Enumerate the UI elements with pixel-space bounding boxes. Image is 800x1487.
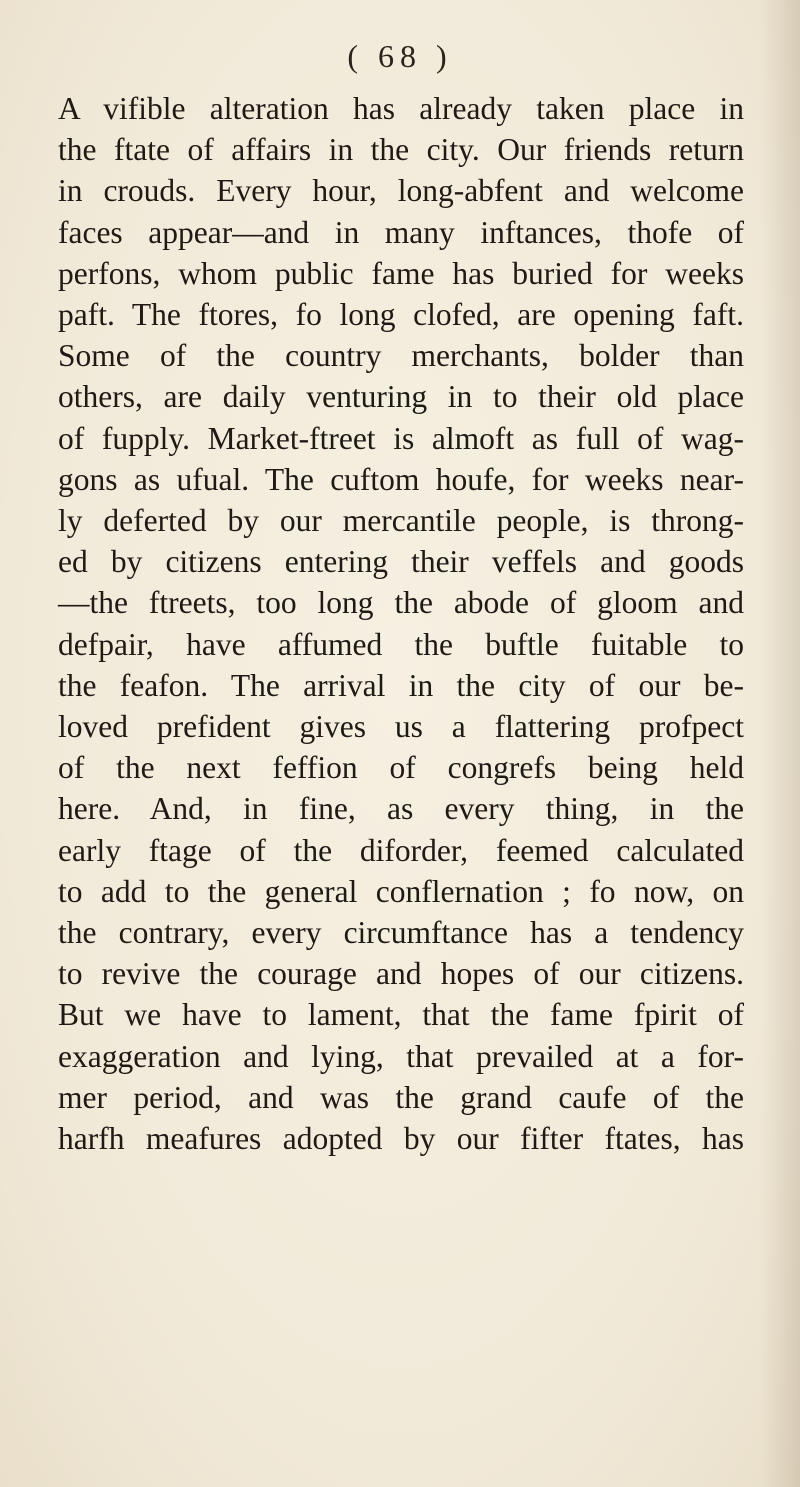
text-line: here. And, in fine, as every thing, in the [58, 791, 744, 827]
text-line: to revive the courage and hopes of our citizens. [58, 956, 744, 992]
text-line: of the next feffion of congrefs being held [58, 750, 744, 786]
page-edge-shadow [760, 0, 800, 1487]
text-line: perfons, whom public fame has buried for weeks [58, 255, 744, 291]
text-line: others, are daily venturing in to their old place [58, 379, 744, 415]
body-text [58, 88, 744, 1159]
text-line: —the ftreets, too long the abode of gloom and [58, 585, 744, 621]
page-number: ( 68 ) [347, 38, 453, 74]
text-line: to add to the general conflernation ; fo now, on [58, 873, 744, 909]
text-line: in crouds. Every hour, long-abfent and welcome [58, 173, 744, 209]
text-line: Some of the country merchants, bolder than [58, 338, 744, 374]
text-line: exaggeration and lying, that prevailed at a for- [58, 1038, 744, 1074]
text-line: mer period, and was the grand caufe of the [58, 1079, 744, 1115]
text-line: ly deferted by our mercantile people, is throng- [58, 503, 744, 539]
text-line: the feafon. The arrival in the city of our be- [58, 667, 744, 703]
text-line: defpair, have affumed the buftle fuitable to [58, 626, 744, 662]
text-line: gons as ufual. The cuftom houfe, for weeks near- [58, 461, 744, 497]
text-line: ed by citizens entering their veffels and goods [58, 544, 744, 580]
text-line: harfh meafures adopted by our fifter ftates, has [58, 1121, 744, 1157]
text-line: early ftage of the diforder, feemed calculated [58, 832, 744, 868]
text-line: faces appear—and in many inftances, thofe of [58, 214, 744, 250]
text-line: paft. The ftores, fo long clofed, are opening faft. [58, 297, 744, 333]
text-line: the contrary, every circumftance has a tendency [58, 915, 744, 951]
text-line: But we have to lament, that the fame fpirit of [58, 997, 744, 1033]
text-line: A vifible alteration has already taken place in [58, 91, 744, 126]
text-line: the ftate of affairs in the city. Our friends return [58, 132, 744, 168]
text-line: loved prefident gives us a flattering profpect [58, 709, 744, 745]
text-line: of fupply. Market-ftreet is almoft as full of wag- [58, 420, 744, 456]
